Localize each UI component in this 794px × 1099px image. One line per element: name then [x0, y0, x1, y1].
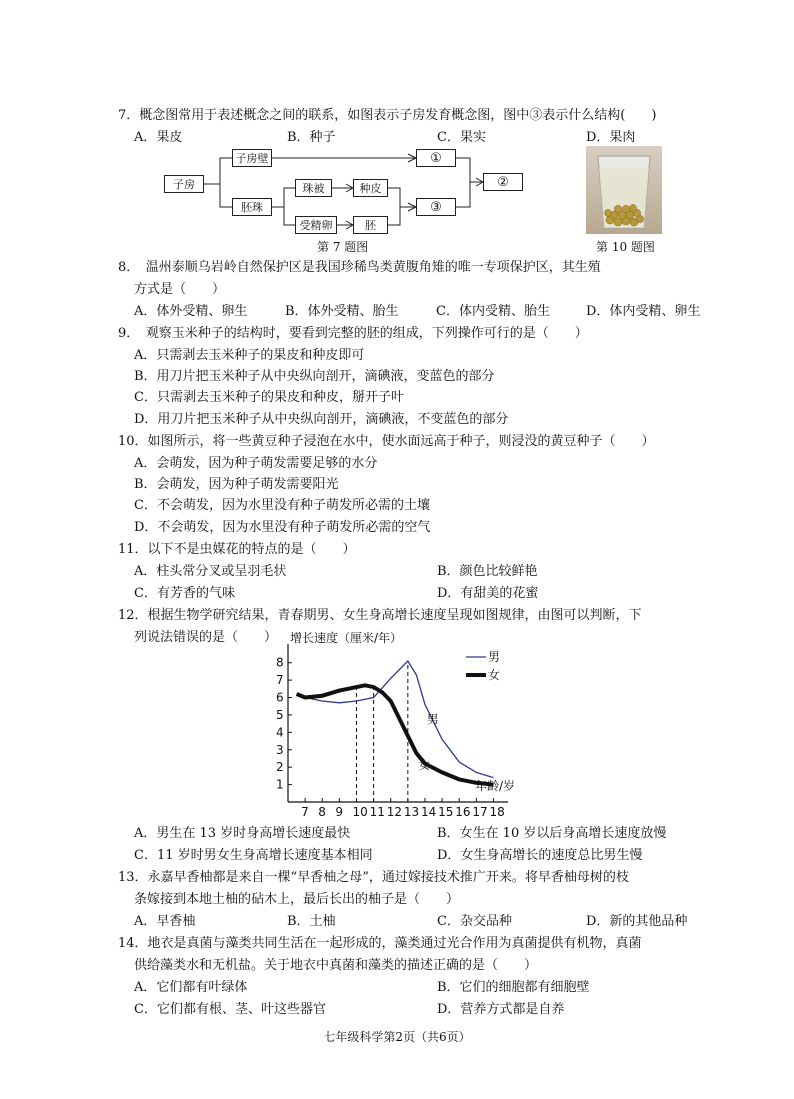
- q14-option-d[interactable]: D．营养方式都是自养: [437, 1002, 565, 1017]
- q7-option-b[interactable]: B．种子: [287, 130, 336, 145]
- embryo-box: 胚: [353, 216, 388, 234]
- q11-option-d[interactable]: D．有甜美的花蜜: [437, 586, 539, 601]
- q13-option-b[interactable]: B．土柚: [287, 914, 336, 929]
- q13-option-c[interactable]: C．杂交品种: [437, 914, 512, 929]
- y-tick-label: 5: [276, 707, 284, 722]
- diagram-connectors: [160, 142, 540, 242]
- male-curve-annotation: 男: [426, 712, 439, 727]
- q12-option-c[interactable]: C．11 岁时男女生身高增长速度基本相同: [134, 848, 373, 863]
- q9-option-b[interactable]: B．用刀片把玉米种子从中央纵向剖开，滴碘液，变蓝色的部分: [134, 369, 495, 384]
- x-tick-label: 12: [386, 805, 403, 819]
- q10-stem: 10．如图所示，将一些黄豆种子浸泡在水中，使水面远高于种子，则浸没的黄豆种子（ ）: [118, 434, 655, 449]
- q7-concept-diagram: [160, 142, 540, 242]
- q13-option-d[interactable]: D．新的其他品种: [586, 914, 688, 929]
- q12-stem-line2: 列说法错误的是（ ）: [134, 630, 278, 645]
- q8-option-c[interactable]: C．体内受精、胎生: [436, 304, 550, 319]
- x-tick-label: 13: [403, 805, 420, 819]
- growth-rate-chart: [270, 630, 520, 820]
- x-tick-label: 17: [472, 805, 488, 819]
- q9-stem: 9． 观察玉米种子的结构时，要看到完整的胚的组成，下列操作可行的是（ ）: [118, 326, 588, 341]
- mark-2-box: ②: [483, 173, 523, 191]
- q10-option-c[interactable]: C．不会萌发，因为水里没有种子萌发所必需的土壤: [134, 498, 430, 513]
- x-tick-label: 11: [369, 805, 385, 819]
- integument-box: 珠被: [295, 179, 332, 197]
- q8-option-d[interactable]: D．体内受精、卵生: [586, 304, 701, 319]
- x-tick-label: 8: [318, 805, 326, 819]
- x-tick-label: 15: [438, 805, 454, 819]
- q8-option-a[interactable]: A．体外受精、卵生: [134, 304, 248, 319]
- ovary-wall-box: 子房壁: [232, 149, 272, 167]
- q7-option-a[interactable]: A．果皮: [134, 130, 183, 145]
- q14-option-a[interactable]: A．它们都有叶绿体: [134, 980, 248, 995]
- q13-stem-line1: 13．永嘉早香柚都是来自一棵“早香柚之母”，通过嫁接技术推广开来。将早香柚母树的枝: [118, 870, 629, 885]
- q7-figure-caption: 第 7 题图: [317, 240, 369, 254]
- x-tick-label: 7: [301, 805, 309, 819]
- q10-option-d[interactable]: D．不会萌发，因为水里没有种子萌发所必需的空气: [134, 520, 431, 535]
- q7-option-c[interactable]: C．果实: [437, 130, 486, 145]
- q10-option-a[interactable]: A．会萌发，因为种子萌发需要足够的水分: [134, 456, 378, 471]
- q11-option-c[interactable]: C．有芳香的气味: [134, 586, 235, 601]
- x-tick-label: 14: [420, 805, 437, 819]
- q7-stem: 7．概念图常用于表述概念之间的联系，如图表示子房发育概念图，图中③表示什么结构( ): [118, 108, 657, 123]
- q9-option-a[interactable]: A．只需剥去玉米种子的果皮和种皮即可: [134, 348, 365, 363]
- mark-1-box: ①: [416, 149, 456, 167]
- y-tick-label: 7: [276, 673, 284, 688]
- q14-option-c[interactable]: C．它们都有根、茎、叶这些器官: [134, 1002, 326, 1017]
- q13-stem-line2: 条嫁接到本地土柚的砧木上，最后长出的柚子是（ ）: [134, 892, 460, 907]
- q14-option-b[interactable]: B．它们的细胞都有细胞壁: [437, 980, 590, 995]
- q14-stem-line2: 供给藻类水和无机盐。关于地衣中真菌和藻类的描述正确的是（ ）: [134, 958, 538, 973]
- x-axis-label: 年龄/岁: [475, 779, 516, 793]
- q9-option-c[interactable]: C．只需剥去玉米种子的果皮和种皮，掰开子叶: [134, 390, 404, 405]
- series-female-line: [297, 685, 494, 784]
- x-tick-label: 16: [455, 805, 471, 819]
- q9-option-d[interactable]: D．用刀片把玉米种子从中央纵向剖开，滴碘液，不变蓝色的部分: [134, 412, 509, 427]
- legend-male-label: 男: [488, 650, 501, 664]
- fertilized-egg-box: 受精卵: [295, 216, 337, 234]
- series-male-line: [297, 661, 494, 778]
- q12-option-b[interactable]: B．女生在 10 岁以后身高增长速度放慢: [437, 826, 667, 841]
- q12-stem-line1: 12．根据生物学研究结果，青春期男、女生身高增长速度呈现如图规律，由图可以判断，下: [118, 608, 642, 623]
- ovary-box: 子房: [164, 175, 204, 193]
- q8-option-b[interactable]: B．体外受精、胎生: [285, 304, 399, 319]
- y-tick-label: 8: [276, 655, 284, 670]
- y-tick-label: 6: [276, 690, 284, 705]
- x-tick-label: 18: [489, 805, 505, 819]
- y-axis-label: 增长速度（厘米/年）: [290, 631, 403, 645]
- female-curve-annotation: 女: [418, 757, 431, 772]
- x-tick-label: 9: [335, 805, 344, 819]
- soybean-cup-photo: [586, 146, 662, 234]
- q10-option-b[interactable]: B．会萌发，因为种子萌发需要阳光: [134, 477, 339, 492]
- cup-illustration: [586, 146, 662, 234]
- q8-stem-line1: 8． 温州泰顺乌岩岭自然保护区是我国珍稀鸟类黄腹角雉的唯一专项保护区，其生殖: [118, 260, 601, 275]
- seed-coat-box: 种皮: [353, 179, 388, 197]
- q14-stem-line1: 14．地衣是真菌与藻类共同生活在一起形成的，藻类通过光合作用为真菌提供有机物，真菌: [118, 936, 642, 951]
- ovule-box: 胚珠: [232, 198, 272, 216]
- y-tick-label: 3: [276, 742, 284, 757]
- y-tick-label: 4: [276, 725, 284, 740]
- legend-female-label: 女: [488, 668, 501, 682]
- mark-3-box: ③: [416, 198, 456, 216]
- q11-stem: 11．以下不是虫媒花的特点的是（ ）: [118, 542, 356, 557]
- q8-stem-line2: 方式是（ ）: [134, 282, 226, 297]
- q13-option-a[interactable]: A．早香柚: [134, 914, 196, 929]
- y-tick-label: 1: [276, 777, 284, 792]
- q11-option-a[interactable]: A．柱头常分叉或呈羽毛状: [134, 564, 287, 579]
- q12-option-a[interactable]: A．男生在 13 岁时身高增长速度最快: [134, 826, 351, 841]
- q10-figure-caption: 第 10 题图: [596, 240, 655, 254]
- q12-option-d[interactable]: D．女生身高增长的速度总比男生慢: [437, 848, 643, 863]
- q11-option-b[interactable]: B．颜色比较鲜艳: [437, 564, 538, 579]
- page-footer: 七年级科学第2页（共6页）: [323, 1030, 471, 1044]
- q7-option-d[interactable]: D．果肉: [586, 130, 636, 145]
- x-tick-label: 10: [352, 805, 368, 819]
- y-tick-label: 2: [276, 760, 284, 775]
